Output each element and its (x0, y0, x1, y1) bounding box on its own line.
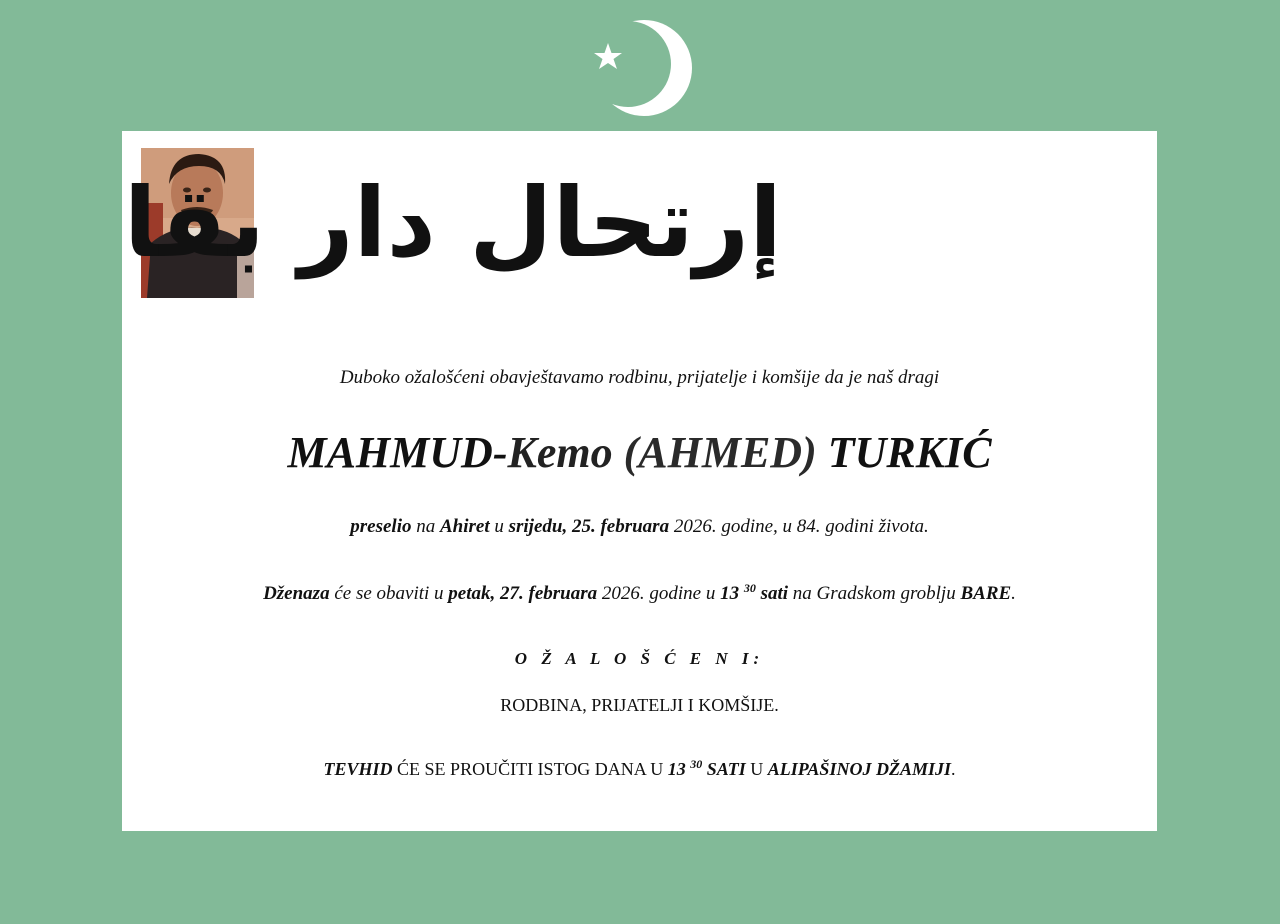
tevhid-u: U (750, 759, 764, 779)
mourners-list: RODBINA, PRIJATELJI I KOMŠIJE. (500, 695, 779, 715)
tevhid-word: TEVHID (323, 759, 393, 779)
funeral-cemetery: BARE (960, 583, 1012, 604)
arabic-calligraphy: إرتحال دار بقا (123, 167, 782, 279)
tevhid-hour: 13 (667, 759, 686, 779)
funeral-minutes: 30 (743, 581, 756, 595)
passed-u: u (494, 516, 504, 537)
deceased-name (122, 425, 1157, 481)
tevhid-period: . (950, 759, 956, 779)
passed-away-line (122, 516, 1157, 538)
mourners-title: O Ž A L O Š Ć E N I: (514, 649, 765, 668)
funeral-year: 2026. godine u (601, 583, 716, 604)
funeral-text: će se obaviti u (334, 583, 444, 604)
tevhid-time (668, 759, 703, 779)
passed-rest: 2026. godine, u 84. godini života. (673, 516, 929, 537)
crescent-star-icon (586, 14, 696, 124)
funeral-line (122, 581, 1157, 605)
father-name: (AHMED) (623, 428, 817, 477)
passed-date: srijedu, 25. februara (508, 516, 670, 537)
passed-na: na (416, 516, 436, 537)
tevhid-mosque: ALIPAŠINOJ DŽAMIJI (767, 759, 951, 779)
tevhid-sati: SATI (706, 759, 746, 779)
obituary-card (122, 131, 1157, 831)
funeral-hour: 13 (720, 583, 740, 604)
intro-text: Duboko ožalošćeni obavještavamo rodbinu, prijatelje i komšije da je naš dragi (339, 367, 940, 388)
tevhid-line (122, 757, 1157, 780)
nickname: Kemo (507, 428, 613, 477)
funeral-place-text: na Gradskom groblju (792, 583, 956, 604)
funeral-sati: sati (760, 583, 789, 604)
tevhid-minutes: 30 (690, 757, 703, 771)
passed-word: preselio (350, 516, 412, 537)
tevhid-text: ĆE SE PROUČITI ISTOG DANA U (397, 759, 664, 779)
first-name: MAHMUD- (287, 428, 508, 477)
funeral-date: petak, 27. februara (448, 583, 598, 604)
funeral-period: . (1011, 583, 1016, 604)
passed-ahiret: Ahiret (439, 516, 490, 537)
surname: TURKIĆ (827, 428, 992, 477)
funeral-time (720, 583, 756, 604)
funeral-word: Dženaza (263, 583, 330, 604)
